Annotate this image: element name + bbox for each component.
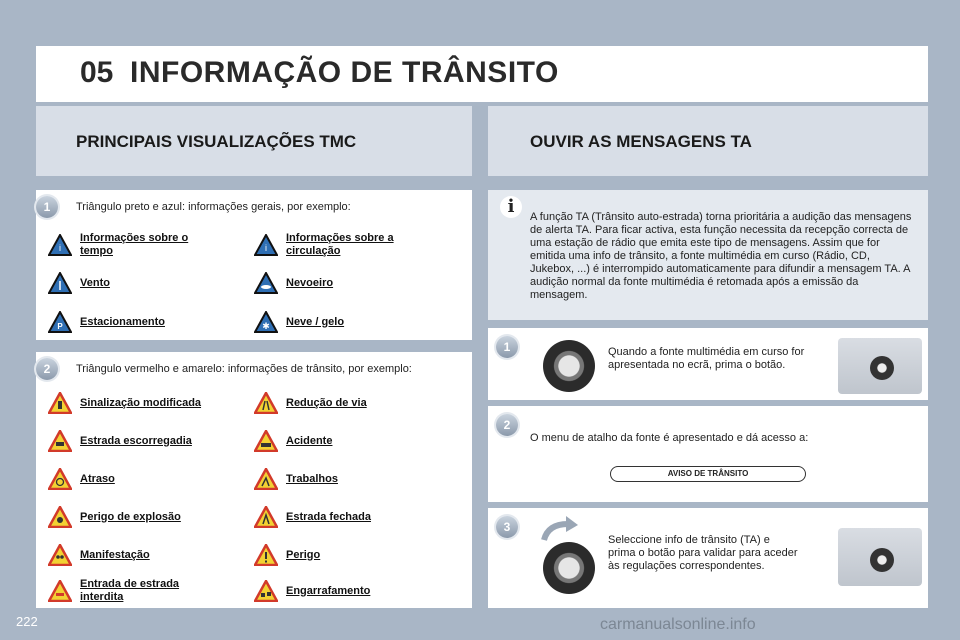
traffic-alert-menu-item[interactable]: AVISO DE TRÂNSITO (610, 466, 806, 482)
list-item-label: Manifestação (80, 548, 150, 561)
list-item-label: Engarrafamento (286, 584, 371, 597)
list-item (48, 506, 181, 528)
step-2-text: O menu de atalho da fonte é apresentado e dá acesso a: (530, 432, 809, 444)
radio-knob-icon (870, 356, 894, 380)
list-item (48, 272, 110, 294)
svg-text:i: i (59, 243, 61, 253)
list-item (254, 580, 370, 602)
slippery-road-icon (48, 430, 72, 452)
fog-sign-icon (254, 272, 278, 294)
list-item-label: Perigo (286, 548, 321, 561)
list-item (48, 232, 210, 258)
watermark: carmanualsonline.info (600, 616, 756, 633)
step-badge: 3 (496, 516, 518, 538)
list-item-label: Acidente (286, 434, 333, 447)
radio-unit-icon (838, 338, 922, 394)
list-item (48, 544, 150, 566)
list-item (254, 272, 333, 294)
list-item-label: Informações sobre o tempo (80, 232, 189, 257)
traffic-info-sign-icon (254, 234, 278, 256)
wind-sign-icon (48, 272, 72, 294)
list-item (254, 506, 371, 528)
list-item-label: Estrada escorregadia (80, 434, 192, 447)
traffic-jam-icon (254, 580, 278, 602)
step-badge: 2 (36, 358, 58, 380)
list-item-label: Neve / gelo (286, 315, 345, 328)
step-badge: 1 (36, 196, 58, 218)
left-section-title: PRINCIPAIS VISUALIZAÇÕES TMC (76, 132, 357, 151)
delay-icon (48, 468, 72, 490)
demonstration-icon (48, 544, 72, 566)
step-badge: 1 (496, 336, 518, 358)
page-title: INFORMAÇÃO DE TRÂNSITO (130, 56, 559, 89)
list-item-label: Sinalização modificada (80, 396, 202, 409)
list-item-label: Informações sobre a circulação (286, 232, 394, 257)
list-item-label: Estrada fechada (286, 510, 371, 523)
step-3-text: Seleccione info de trânsito (TA) e prima o botão para validar para aceder às regulações correspondentes. (608, 534, 798, 572)
list-item-label: Estacionamento (80, 315, 165, 328)
info-icon: i (500, 196, 522, 218)
list-item-label: Redução de via (286, 396, 367, 409)
list-item (48, 468, 115, 490)
list-item (254, 392, 367, 414)
danger-icon (254, 544, 278, 566)
step-badge: 2 (496, 414, 518, 436)
list-item (48, 311, 165, 333)
step-2-panel (488, 406, 928, 502)
chapter-number: 05 (80, 56, 114, 89)
radio-unit-icon (838, 528, 922, 586)
weather-info-sign-icon (48, 234, 72, 256)
no-entry-icon (48, 580, 72, 602)
accident-icon (254, 430, 278, 452)
svg-text:✱: ✱ (262, 322, 270, 332)
list-item-label: Entrada de estrada interdita (80, 578, 180, 603)
modified-signs-icon (48, 392, 72, 414)
list-item (254, 232, 416, 258)
ta-info-text: A função TA (Trânsito auto-estrada) torna prioritária a audição das mensagens de alerta TA. Para ficar activa, esta função necessita da recepção correcta de uma estação de rádio que emita este tipo de mensagens. Assim que for emitida uma info de trânsito, a fonte multimédia em curso (Rádio, CD, Jukebox, ...) é interrompido automaticamente para difundir a mensagem TA. A audição normal da fonte multimédia é retomada após a emissão da mensagem. (530, 211, 912, 301)
list-item (254, 311, 344, 333)
radio-knob-icon (870, 548, 894, 572)
snow-ice-sign-icon (254, 311, 278, 333)
road-closed-icon (254, 506, 278, 528)
list-item (48, 578, 210, 604)
list-item-label: Atraso (80, 472, 115, 485)
roadworks-icon (254, 468, 278, 490)
svg-text:P: P (57, 322, 63, 331)
traffic-intro: Triângulo vermelho e amarelo: informações de trânsito, por exemplo: (76, 363, 412, 375)
list-item (254, 430, 332, 452)
list-item-label: Trabalhos (286, 472, 338, 485)
list-item-label: Vento (80, 276, 110, 289)
general-intro: Triângulo preto e azul: informações gerais, por exemplo: (76, 201, 351, 213)
right-section-title: OUVIR AS MENSAGENS TA (530, 132, 752, 151)
rotate-arrow-icon (540, 516, 580, 544)
step-1-text: Quando a fonte multimédia em curso for apresentada no ecrã, prima o botão. (608, 346, 805, 371)
list-item (254, 468, 338, 490)
list-item-label: Perigo de explosão (80, 510, 181, 523)
rotary-knob-icon (543, 340, 595, 392)
list-item (254, 544, 320, 566)
list-item (48, 430, 192, 452)
lane-reduction-icon (254, 392, 278, 414)
page-number: 222 (16, 614, 38, 629)
list-item (48, 392, 201, 414)
explosion-danger-icon (48, 506, 72, 528)
rotary-knob-icon (543, 542, 595, 594)
list-item-label: Nevoeiro (286, 276, 334, 289)
parking-sign-icon (48, 311, 72, 333)
svg-text:i: i (265, 243, 267, 253)
